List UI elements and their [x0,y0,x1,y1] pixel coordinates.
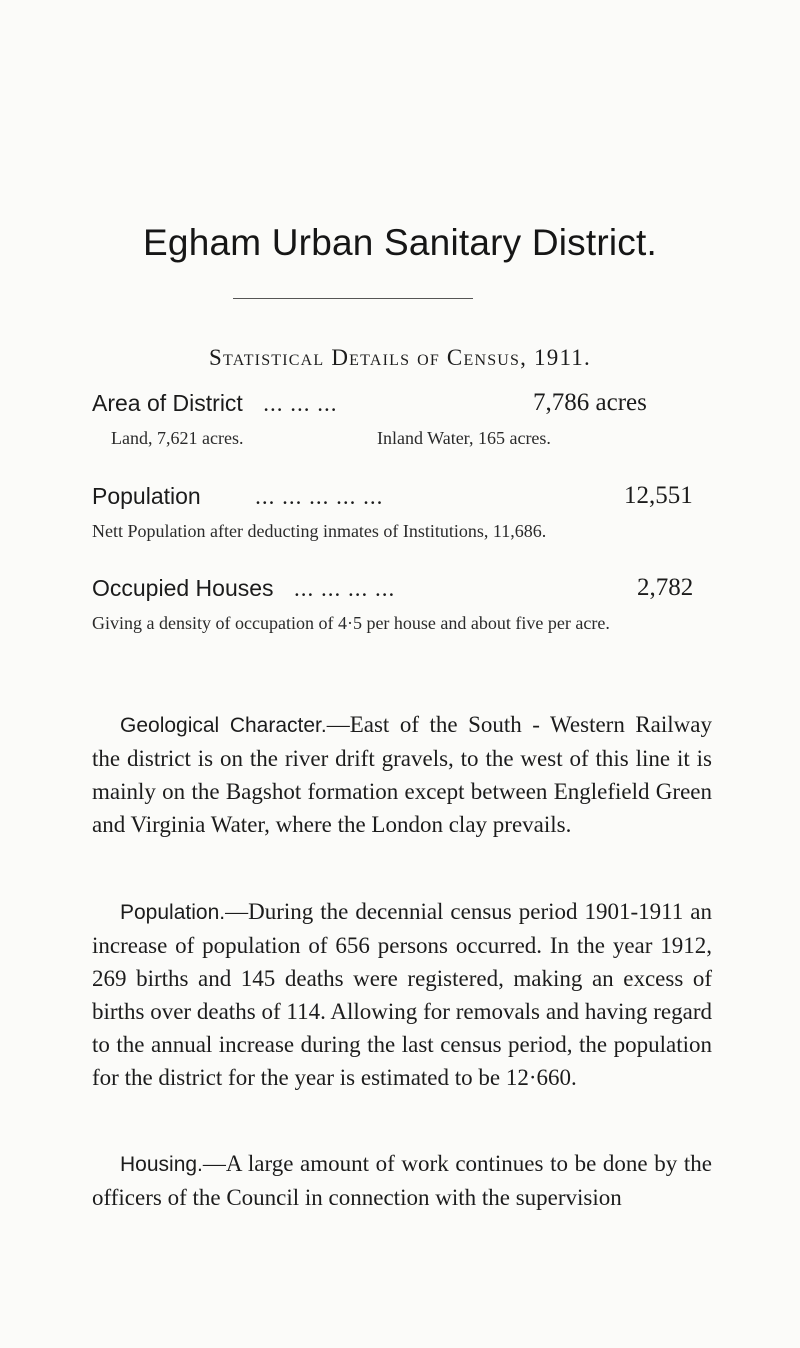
population-label: Population [92,483,201,509]
area-row [92,390,337,417]
houses-note: Giving a density of occupation of 4·5 per house and about five per acre. [92,613,610,633]
houses-value: 2,782 [637,574,694,601]
geology-paragraph [92,708,712,841]
population-row [92,483,383,510]
population-paragraph [92,895,712,1094]
houses-row [92,575,395,602]
area-label: Area of District [92,390,243,416]
title-divider [233,298,473,299]
section-subtitle: Statistical Details of Census, 1911. [209,345,591,370]
population-heading: Population. [120,901,226,924]
geology-heading: Geological Character. [120,714,327,737]
population-text: —During the decennial census period 1901-1911 an increase of population of 656 persons occurred. In the year 1912, 269 births and 145 deaths were registered, making an excess of births over deaths of 114. Allowing for removals and having regard to the annual increase during the last census period, the population for the district for the year is estimated to be 12·660. [92,899,712,1090]
geology-text: —East of the South - Western Railway the district is on the river drift gravels, to the west of this line it is mainly on the Bagshot formation except between Englefield Green and Virginia Water, where the London clay prevails. [92,712,712,837]
housing-heading: Housing. [120,1153,203,1176]
housing-paragraph [92,1147,712,1214]
area-value: 7,786 acres [533,389,647,416]
houses-label: Occupied Houses [92,575,274,601]
page-title: Egham Urban Sanitary District. [143,222,657,263]
housing-text: —A large amount of work continues to be done by the officers of the Council in connection with the supervision [92,1151,712,1210]
area-water-note: Inland Water, 165 acres. [377,428,551,448]
area-land-note: Land, 7,621 acres. [111,428,244,448]
houses-leader-dots: ... ... ... ... [293,576,396,601]
population-note: Nett Population after deducting inmates of Institutions, 11,686. [92,521,547,541]
population-value: 12,551 [624,482,693,509]
area-leader-dots: ... ... ... [263,391,338,416]
population-leader-dots: ... ... ... ... ... [255,484,384,509]
